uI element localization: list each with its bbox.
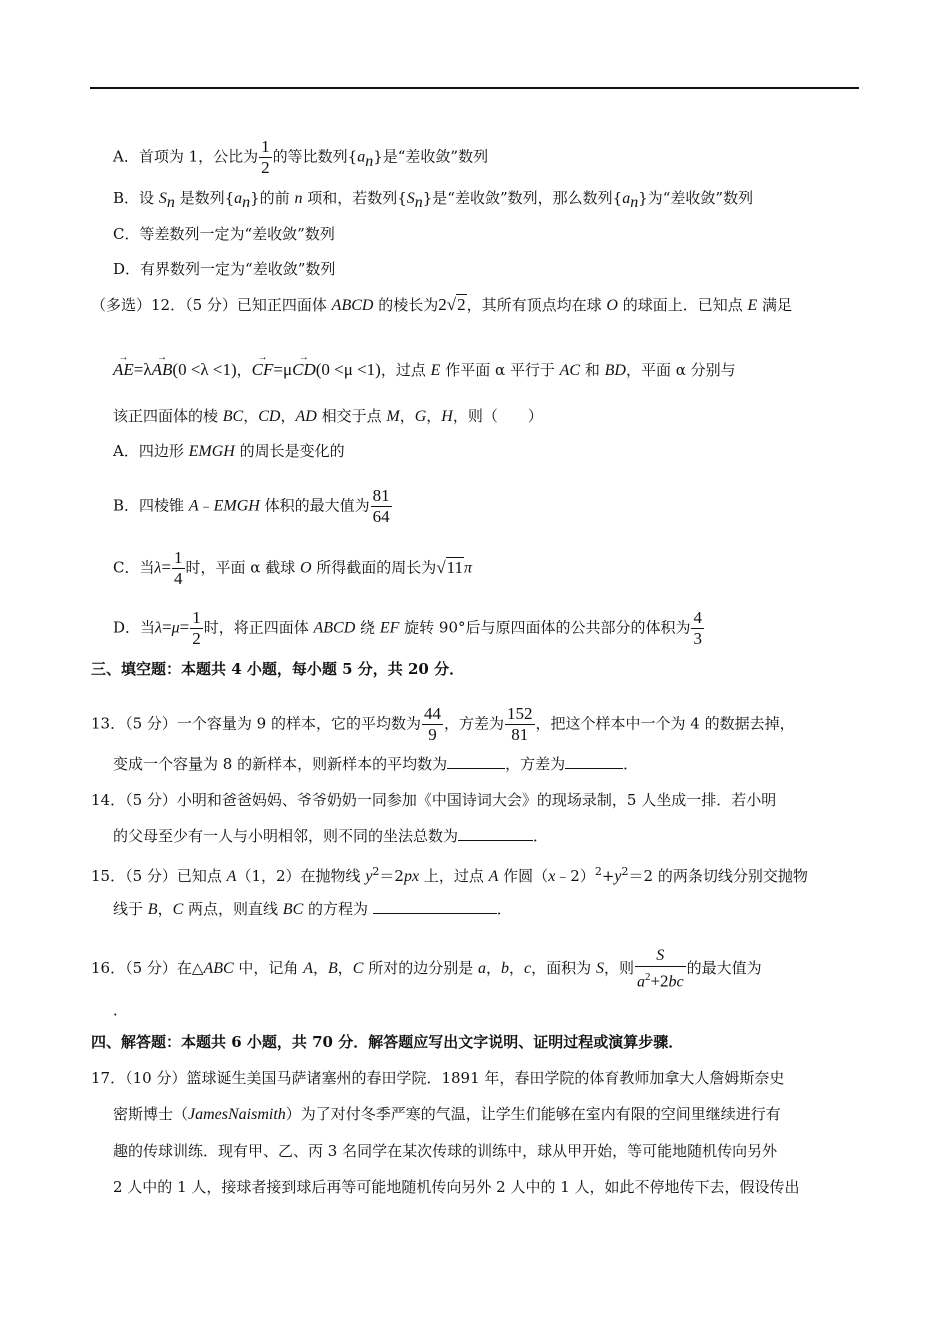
q17-line4: 2 人中的 1 人，接球者接到球后再等可能地随机传向另外 2 人中的 1 人，如此不停地传下去，假设传出 [113,1178,800,1196]
q16-line1: 16．（5 分）在△ABC 中，记角 A，B，C 所对的边分别是 a，b，c，面积为 S，则 $\frac{S}{a^2+2bc}$ 的最大值为 [91,947,762,991]
q12-option-a: A．四边形 EMGH 的周长是变化的 [113,442,345,460]
q14-line2: 的父母至少有一人与小明相邻，则不同的坐法总数为 ． [113,827,549,845]
header-rule [90,87,859,89]
q14-line1: 14．（5 分）小明和爸爸妈妈、爷爷奶奶一同参加《中国诗词大会》的现场录制，5 人坐成一排．若小明 [91,791,777,809]
q12-line3: 该正四面体的棱 BC，CD，AD 相交于点 M，G，H，则（ ） [113,407,543,425]
q16-line2: ． [113,1001,129,1019]
option-a-first: A．首项为 1，公比为 $\frac{1}{2}$ 的等比数列$\{a_n\}$是“差收敛”数列 [113,137,489,177]
q15-line2: 线于 B，C 两点，则直线 BC 的方程为 ． [113,900,512,918]
section-4-heading: 四、解答题：本题共 6 小题，共 70 分．解答题应写出文字说明、证明过程或演算步骤． [91,1033,684,1051]
answer-blank[interactable] [373,899,497,914]
sqrt: √11 [436,557,464,577]
answer-blank[interactable] [458,826,533,841]
fraction: $\frac{4}{3}$ [693,608,702,648]
q17-line2: 密斯博士（JamesNaismith）为了对付冬季严寒的气温，让学生们能够在室内有限的空间里继续进行有 [113,1105,781,1123]
fraction: $\frac{152}{81}$ [507,704,533,744]
answer-blank[interactable] [447,754,505,769]
sqrt: √2 [446,295,466,314]
q15-line1: 15．（5 分）已知点 A（1，2）在抛物线 $y^2=2px$ 上，过点 A 作圆$(x﹣2)^2+y^2=2$ 的两条切线分别交抛物 [91,865,808,885]
q12-line1: （多选）12．（5 分）已知正四面体 ABCD 的棱长为2√2，其所有顶点均在球 O 的球面上．已知点 E 满足 [91,295,793,314]
answer-blank[interactable] [565,754,623,769]
fraction: $\frac{81}{64}$ [372,486,390,526]
fraction: $\frac{44}{9}$ [423,704,441,744]
q17-line3: 趣的传球训练．现有甲、乙、丙 3 名同学在某次传球的训练中，球从甲开始，等可能地随机传向另外 [113,1142,778,1160]
q12-option-b: B．四棱锥 A﹣EMGH 体积的最大值为 $\frac{81}{64}$ [113,486,390,526]
q12-option-c: C．当λ= $\frac{1}{4}$ 时，平面 α 截球 O 所得截面的周长为√11π [113,548,473,588]
fraction: $\frac{S}{a^2+2bc}$ [636,947,684,991]
fraction: $\frac{1}{2}$ [261,137,270,177]
option-d-first: D．有界数列一定为“差收敛”数列 [113,260,336,278]
fraction: $\frac{1}{2}$ [192,608,201,648]
q17-line1: 17．（10 分）篮球诞生美国马萨诸塞州的春田学院．1891 年，春田学院的体育教师加拿大人詹姆斯奈史 [91,1069,785,1087]
q13-line2: 变成一个容量为 8 的新样本，则新样本的平均数为 ，方差为 ． [113,755,639,773]
option-c-first: C．等差数列一定为“差收敛”数列 [113,225,335,243]
fraction: $\frac{1}{4}$ [174,548,183,588]
section-3-heading: 三、填空题：本题共 4 小题，每小题 5 分，共 20 分． [91,660,465,678]
option-b-first: B．设 $S_n$ 是数列$\{a_n\}$的前 n 项和，若数列$\{S_n\}$是“差收敛”数列，那么数列$\{a_n\}$为“差收敛”数列 [113,189,754,211]
q12-line2: → AE=λ→ AB(0 <λ <1)，→ CF=μ→ CD(0 <μ <1)，过点 E 作平面 α 平行于 AC 和 BD，平面 α 分别与 [113,359,736,382]
q13-line1: 13．（5 分）一个容量为 9 的样本，它的平均数为 $\frac{44}{9}$ ，方差为 $\frac{152}{81}$ ，把这个样本中一个为 4 的数据去掉， [91,704,795,744]
q12-option-d: D．当λ=μ= $\frac{1}{2}$ 时，将正四面体 ABCD 绕 EF 旋转 90°后与原四面体的公共部分的体积为 $\frac{4}{3}$ [113,608,702,648]
